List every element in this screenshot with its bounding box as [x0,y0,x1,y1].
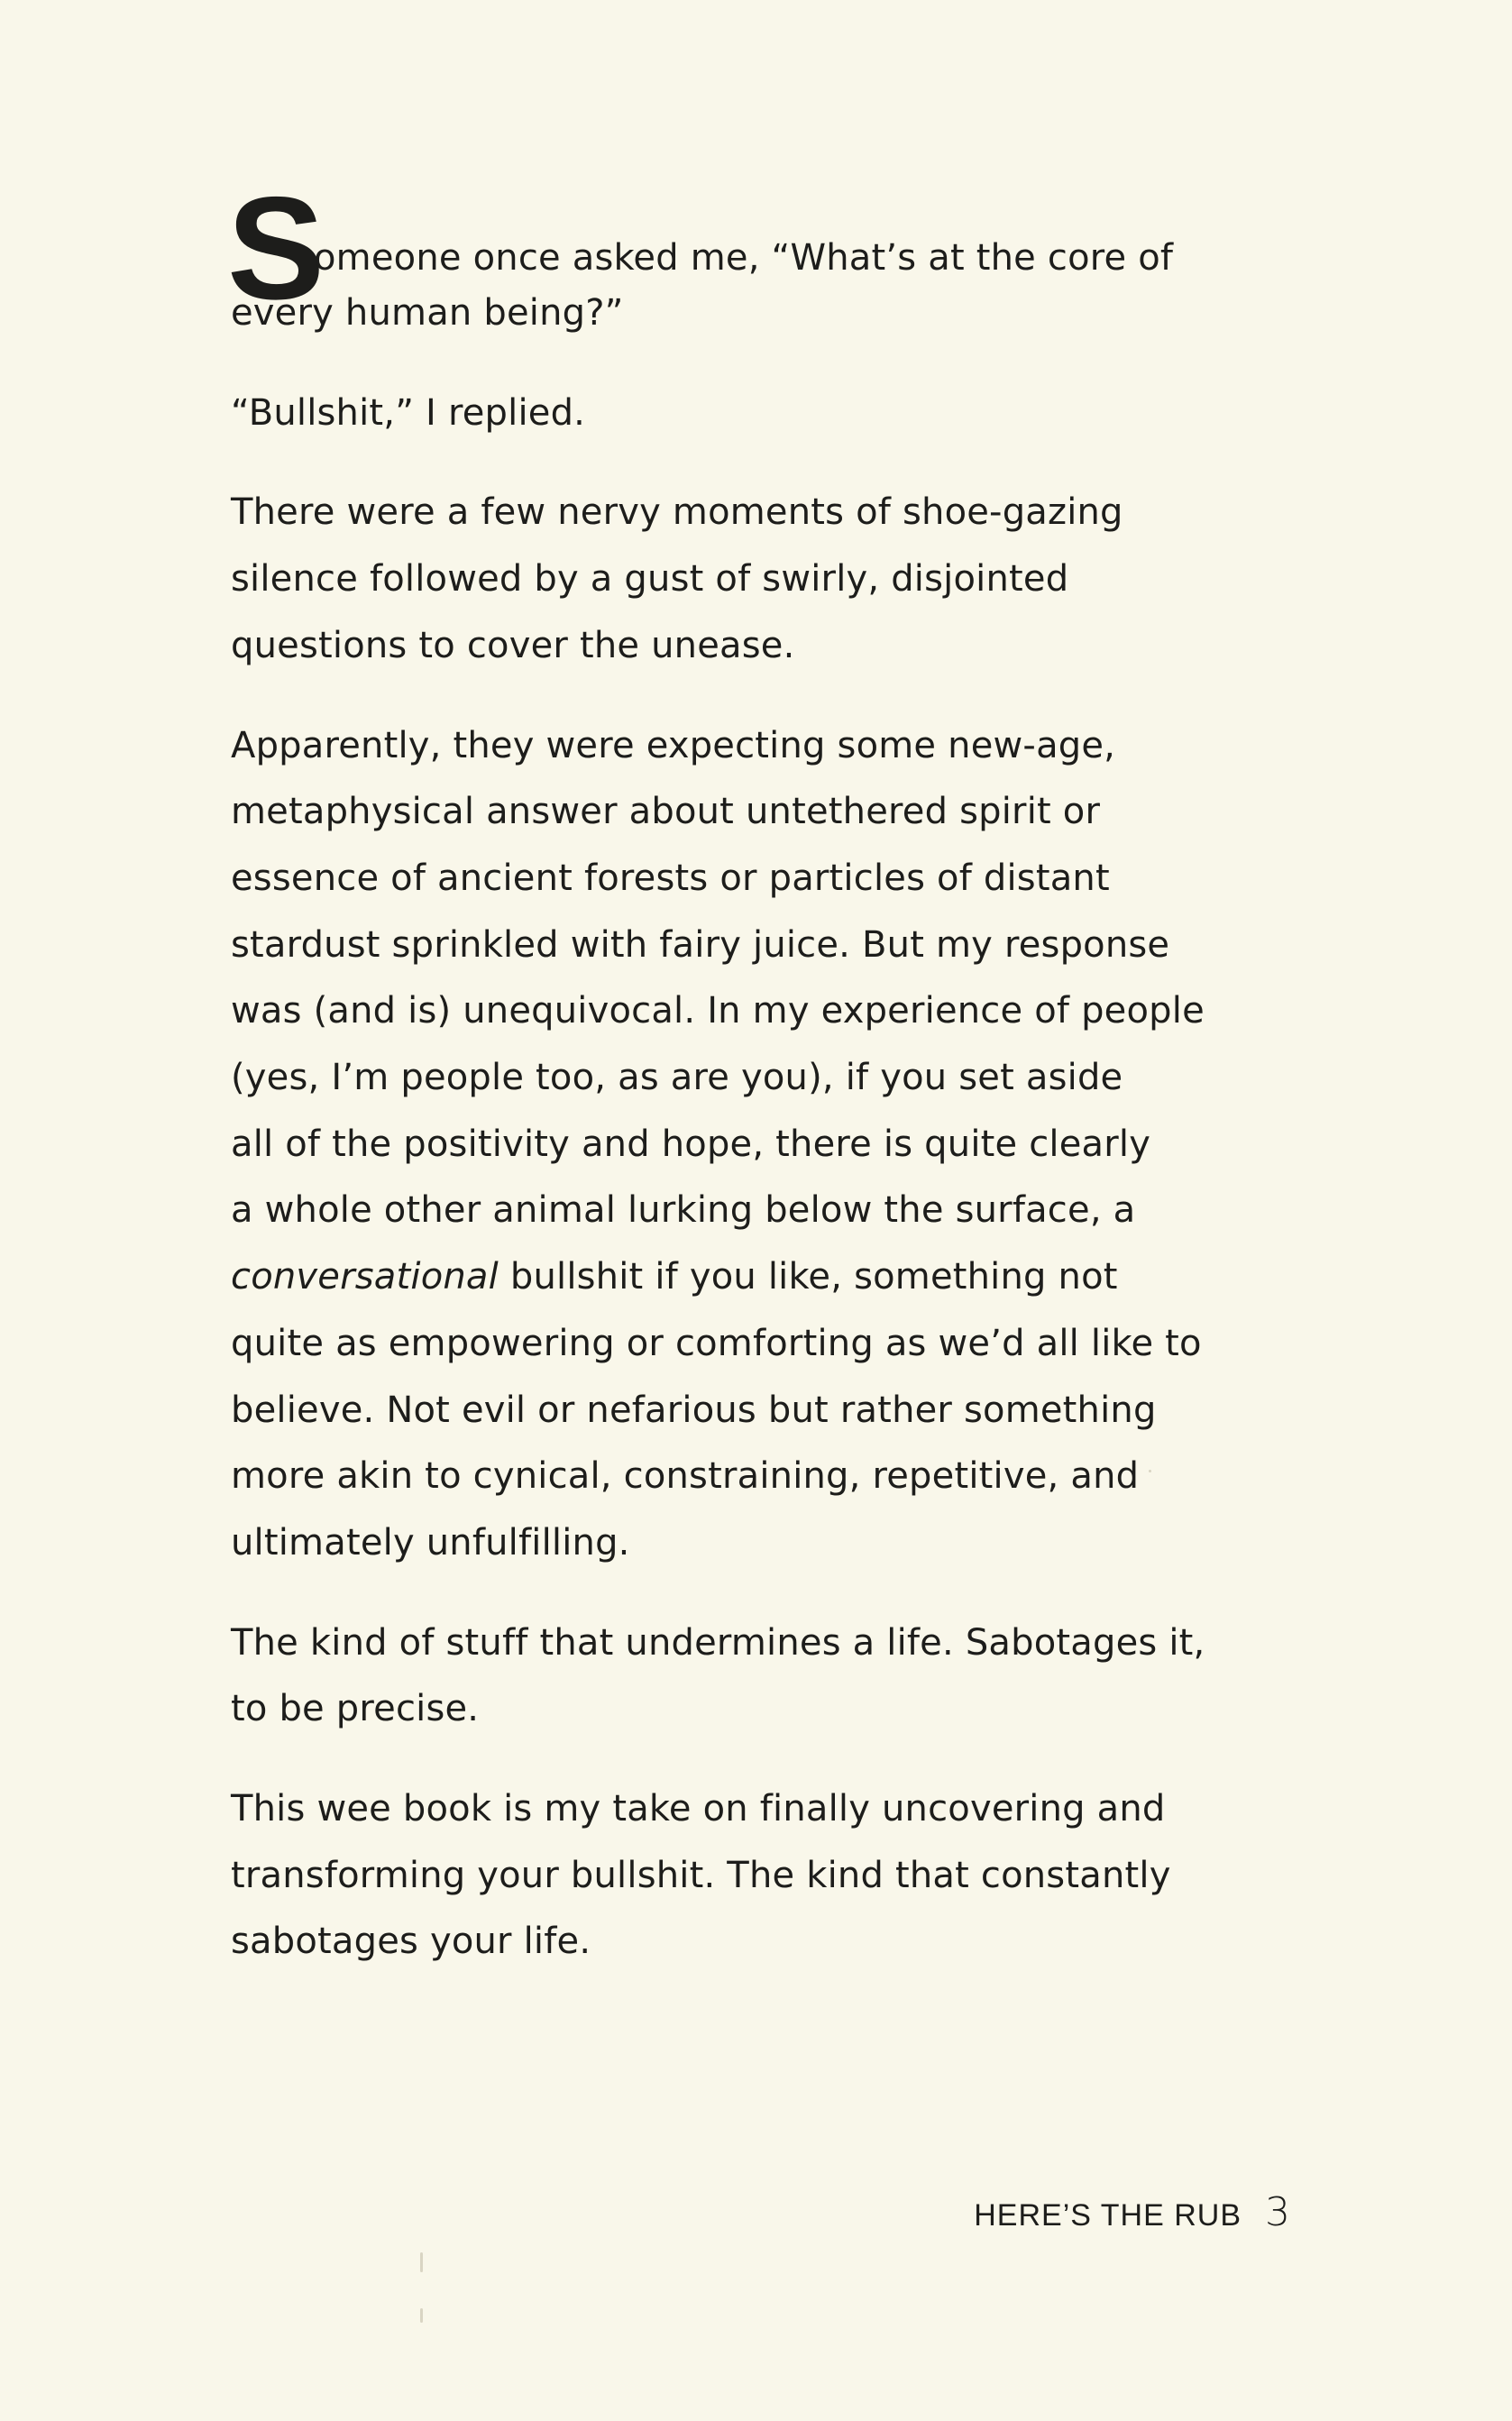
paragraph-5 [231,1610,1241,1743]
running-head: HERE’S THE RUB [974,2198,1242,2233]
page-number: 3 [1265,2189,1290,2235]
body-text [227,167,1241,1976]
text-line: believe. Not evil or nefarious but rather something [231,1389,1157,1431]
text-line: stardust sprinkled with fairy juice. But my response [231,923,1170,966]
text-line: silence followed by a gust of swirly, disjointed [231,558,1069,601]
page-footer [974,2189,1290,2235]
text-line: transforming your bullshit. The kind that constantly [231,1854,1171,1896]
text-line: more akin to cynical, constraining, repetitive, and [231,1455,1140,1498]
text-line: This wee book is my take on finally uncovering and [231,1788,1166,1830]
paper-speck [420,2252,423,2272]
text-line: ultimately unfulfilling. [231,1521,630,1564]
italic-word: conversational [231,1256,499,1298]
paragraph-3 [231,480,1241,679]
text-line: sabotages your life. [231,1921,591,1963]
text-line: a whole other animal lurking below the surface, a [231,1189,1136,1232]
text-line: metaphysical answer about untethered spirit or [231,791,1101,833]
text-line: (yes, I’m people too, as are you), if you set aside [231,1057,1123,1099]
paragraph-6 [231,1776,1241,1976]
text-line: all of the positivity and hope, there is quite clearly [231,1123,1151,1165]
paper-speck [1149,1470,1151,1472]
drop-cap: S [227,167,325,330]
text-line: “Bullshit,” I replied. [231,391,586,434]
paragraph-1 [227,167,1241,347]
text-line: There were a few nervy moments of shoe-gazing [231,491,1123,534]
text-line: questions to cover the unease. [231,624,795,666]
text-line: to be precise. [231,1688,480,1730]
text-line: every human being?” [231,292,624,334]
text-line: quite as empowering or comforting as we’d all like to [231,1322,1202,1364]
paragraph-4 [231,713,1241,1577]
text-line: essence of ancient forests or particles of distant [231,857,1110,899]
text-line-with-italic [231,1244,1241,1311]
paragraph-2 [231,381,1241,447]
text-line: The kind of stuff that undermines a life. Sabotages it, [231,1621,1205,1664]
opening-line-text: omeone once asked me, “What’s at the core of [314,237,1174,279]
text-line: Apparently, they were expecting some new-age, [231,724,1116,766]
text-line: was (and is) unequivocal. In my experience of people [231,990,1205,1032]
text-fragment: bullshit if you like, something not [498,1256,1118,1298]
paper-speck [420,2308,423,2323]
